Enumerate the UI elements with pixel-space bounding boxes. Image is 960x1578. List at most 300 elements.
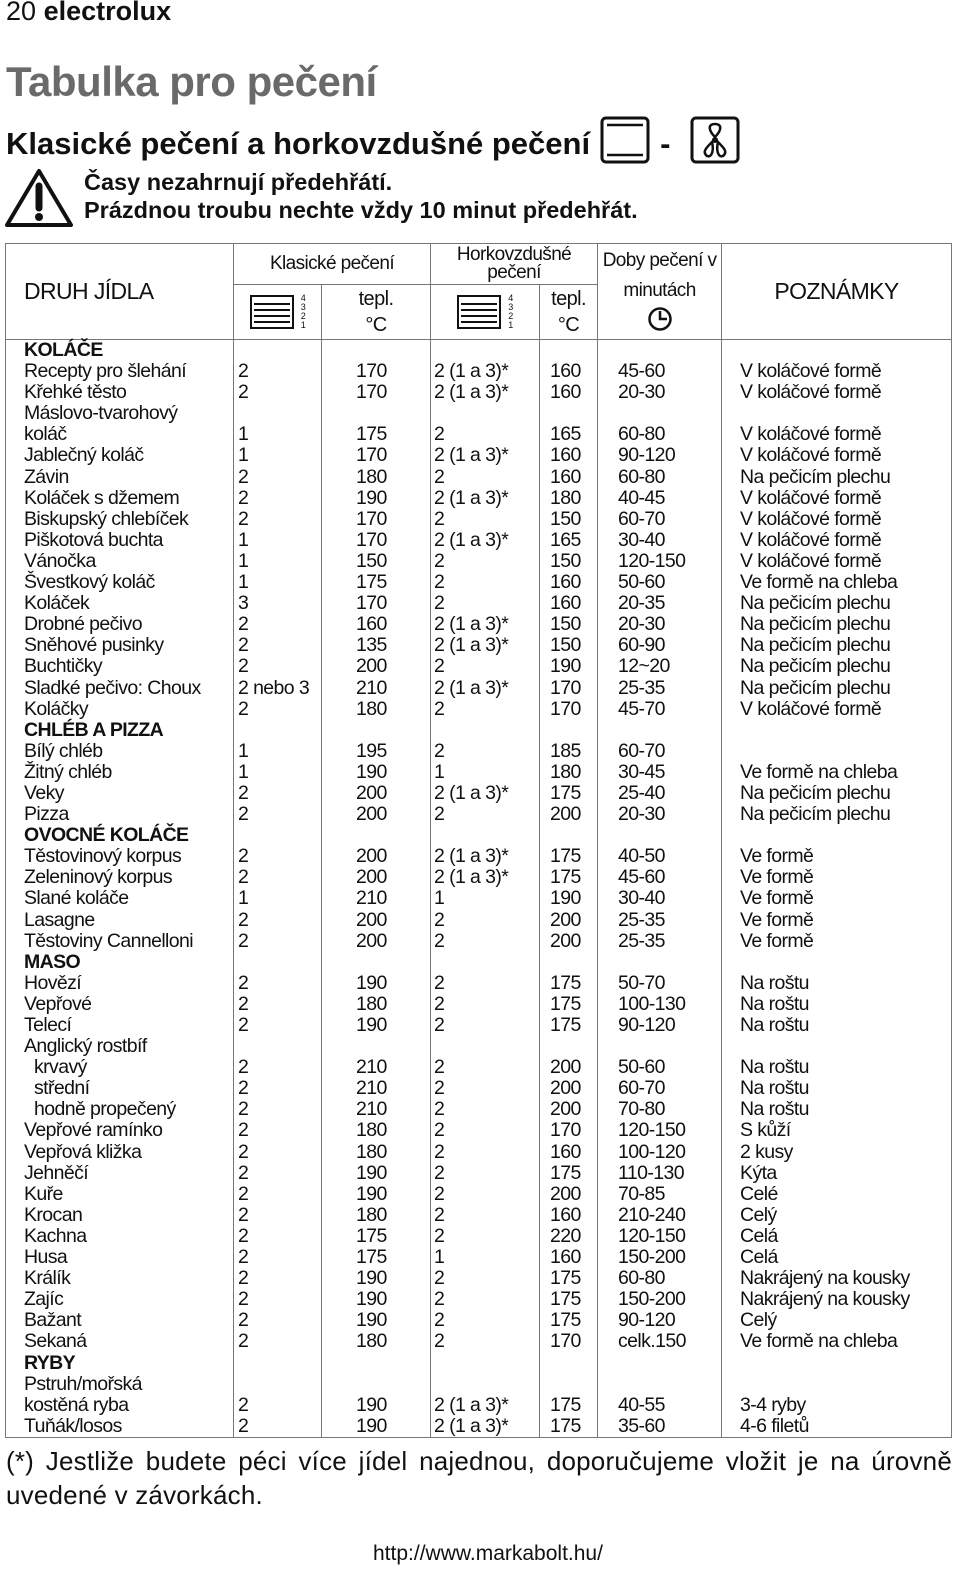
cell-note: Na pečicím plechu xyxy=(722,614,952,635)
cell-food-name: Tuňák/losos xyxy=(6,1416,234,1438)
cell-conv-temp xyxy=(322,952,431,973)
cell-note: Ve formě xyxy=(722,910,952,931)
cell-fan-temp: 175 xyxy=(540,1268,598,1289)
cell-note: Ve formě xyxy=(722,846,952,867)
cell-food-name: CHLÉB A PIZZA xyxy=(6,720,234,741)
cell-bake-time: 120-150 xyxy=(598,1120,722,1141)
cell-conv-level: 2 xyxy=(234,382,322,403)
cell-note: Nakrájený na kousky xyxy=(722,1289,952,1310)
cell-fan-temp: 175 xyxy=(540,846,598,867)
cell-bake-time: 50-70 xyxy=(598,973,722,994)
cell-food-name: Kuře xyxy=(6,1184,234,1205)
cell-fan-temp: 160 xyxy=(540,572,598,593)
cell-bake-time: 150-200 xyxy=(598,1247,722,1268)
cell-conv-temp xyxy=(322,340,431,362)
cell-fan-temp: 170 xyxy=(540,1331,598,1352)
cell-conv-temp: 190 xyxy=(322,1015,431,1036)
cell-fan-temp: 200 xyxy=(540,804,598,825)
table-row xyxy=(6,973,952,994)
oven-fan-icon xyxy=(690,116,740,172)
cell-fan-temp: 200 xyxy=(540,1057,598,1078)
footer-url: http://www.markabolt.hu/ xyxy=(373,1542,603,1565)
table-row xyxy=(6,804,952,825)
cell-food-name: Pizza xyxy=(6,804,234,825)
cell-conv-temp: 175 xyxy=(322,424,431,445)
cell-conv-temp: 210 xyxy=(322,1057,431,1078)
cell-note: Na pečicím plechu xyxy=(722,593,952,614)
footnote: (*) Jestliže budete péci více jídel najednou, doporučujeme vložit je na úrovně uvedené v závorkách. xyxy=(6,1446,952,1510)
cell-fan-temp: 165 xyxy=(540,424,598,445)
baking-table xyxy=(5,243,952,1438)
cell-fan-temp: 200 xyxy=(540,1078,598,1099)
cell-conv-temp: 200 xyxy=(322,783,431,804)
cell-fan-level: 2 xyxy=(431,1142,540,1163)
table-row xyxy=(6,783,952,804)
table-row xyxy=(6,846,952,867)
cell-conv-level: 2 xyxy=(234,699,322,720)
header-time xyxy=(598,244,722,340)
table-row xyxy=(6,1142,952,1163)
cell-conv-temp: 190 xyxy=(322,1184,431,1205)
cell-conv-level: 2 xyxy=(234,1142,322,1163)
cell-conv-level xyxy=(234,403,322,424)
cell-fan-level: 2 xyxy=(431,424,540,445)
cell-bake-time: 100-120 xyxy=(598,1142,722,1163)
cell-fan-level: 1 xyxy=(431,888,540,909)
cell-conv-level: 3 xyxy=(234,593,322,614)
cell-conv-temp: 175 xyxy=(322,572,431,593)
cell-fan-level: 2 (1 a 3)* xyxy=(431,1395,540,1416)
cell-food-name: Těstovinový korpus xyxy=(6,846,234,867)
cell-bake-time: 60-80 xyxy=(598,424,722,445)
cell-bake-time: 60-80 xyxy=(598,467,722,488)
cell-fan-level xyxy=(431,952,540,973)
cell-fan-level: 2 xyxy=(431,994,540,1015)
cell-bake-time: 60-80 xyxy=(598,1268,722,1289)
cell-conv-level: 2 xyxy=(234,973,322,994)
cell-food-name: Těstoviny Cannelloni xyxy=(6,931,234,952)
header-conv-level xyxy=(234,285,322,340)
table-row xyxy=(6,340,952,362)
note-line: Časy nezahrnují předehřátí. xyxy=(84,169,393,195)
cell-note: V koláčové formě xyxy=(722,445,952,466)
cell-fan-level: 2 xyxy=(431,1268,540,1289)
cell-fan-temp: 175 xyxy=(540,1163,598,1184)
cell-fan-temp: 160 xyxy=(540,361,598,382)
table-row xyxy=(6,1120,952,1141)
cell-conv-temp: 190 xyxy=(322,1395,431,1416)
cell-food-name: Kachna xyxy=(6,1226,234,1247)
cell-fan-level: 2 xyxy=(431,593,540,614)
cell-conv-temp: 170 xyxy=(322,593,431,614)
cell-conv-level: 2 xyxy=(234,614,322,635)
cell-bake-time: 50-60 xyxy=(598,1057,722,1078)
cell-conv-temp: 180 xyxy=(322,1205,431,1226)
cell-fan-level xyxy=(431,1353,540,1374)
cell-conv-level: 2 xyxy=(234,931,322,952)
cell-note: Na pečicím plechu xyxy=(722,678,952,699)
cell-conv-level xyxy=(234,1036,322,1057)
cell-fan-temp: 180 xyxy=(540,762,598,783)
cell-fan-level: 2 xyxy=(431,1310,540,1331)
cell-fan-temp: 175 xyxy=(540,1289,598,1310)
cell-conv-temp xyxy=(322,1036,431,1057)
cell-fan-temp: 200 xyxy=(540,1099,598,1120)
cell-food-name: střední xyxy=(6,1078,234,1099)
cell-conv-temp xyxy=(322,1353,431,1374)
cell-fan-temp: 150 xyxy=(540,551,598,572)
table-row xyxy=(6,572,952,593)
cell-food-name: Sněhové pusinky xyxy=(6,635,234,656)
header-fan: Horkovzdušné pečení xyxy=(431,244,598,285)
oven-conventional-icon xyxy=(600,116,650,172)
cell-fan-temp: 175 xyxy=(540,1395,598,1416)
cell-conv-level: 1 xyxy=(234,888,322,909)
page-header xyxy=(6,0,171,27)
cell-conv-level: 2 xyxy=(234,656,322,677)
cell-food-name: Drobné pečivo xyxy=(6,614,234,635)
cell-fan-temp: 185 xyxy=(540,741,598,762)
cell-conv-level: 2 xyxy=(234,1015,322,1036)
cell-fan-temp: 160 xyxy=(540,445,598,466)
cell-fan-level: 2 (1 a 3)* xyxy=(431,361,540,382)
cell-food-name: Vánočka xyxy=(6,551,234,572)
cell-note xyxy=(722,825,952,846)
cell-fan-level: 2 xyxy=(431,741,540,762)
cell-conv-level: 2 xyxy=(234,1395,322,1416)
cell-conv-level: 1 xyxy=(234,762,322,783)
cell-bake-time: 20-30 xyxy=(598,804,722,825)
subtitle-text: Klasické pečení a horkovzdušné pečení xyxy=(6,126,591,161)
table-row xyxy=(6,1416,952,1438)
cell-conv-level: 2 xyxy=(234,867,322,888)
cell-food-name: hodně propečený xyxy=(6,1099,234,1120)
cell-note: Na roštu xyxy=(722,1057,952,1078)
cell-fan-level: 2 xyxy=(431,1226,540,1247)
cell-food-name: Lasagne xyxy=(6,910,234,931)
cell-bake-time: 90-120 xyxy=(598,1015,722,1036)
cell-fan-level: 2 (1 a 3)* xyxy=(431,678,540,699)
cell-fan-level: 2 xyxy=(431,910,540,931)
cell-fan-temp: 160 xyxy=(540,1142,598,1163)
cell-note xyxy=(722,340,952,362)
cell-bake-time xyxy=(598,403,722,424)
cell-conv-level: 1 xyxy=(234,741,322,762)
shelf-levels-icon xyxy=(457,295,501,329)
cell-bake-time: 60-90 xyxy=(598,635,722,656)
header-fan-temp: tepl. °C xyxy=(540,285,598,340)
cell-food-name: KOLÁČE xyxy=(6,340,234,362)
cell-bake-time xyxy=(598,825,722,846)
cell-note: V koláčové formě xyxy=(722,361,952,382)
cell-fan-temp: 175 xyxy=(540,973,598,994)
cell-conv-temp: 190 xyxy=(322,762,431,783)
cell-fan-level: 2 (1 a 3)* xyxy=(431,488,540,509)
cell-food-name: Vepřové ramínko xyxy=(6,1120,234,1141)
table-row xyxy=(6,1163,952,1184)
cell-bake-time: 30-45 xyxy=(598,762,722,783)
cell-conv-temp: 170 xyxy=(322,382,431,403)
cell-bake-time: 20-30 xyxy=(598,382,722,403)
cell-fan-temp: 160 xyxy=(540,1247,598,1268)
cell-conv-level xyxy=(234,340,322,362)
cell-conv-level: 2 xyxy=(234,1289,322,1310)
cell-fan-temp: 170 xyxy=(540,678,598,699)
cell-conv-temp: 175 xyxy=(322,1226,431,1247)
cell-conv-level: 2 xyxy=(234,846,322,867)
cell-bake-time: 110-130 xyxy=(598,1163,722,1184)
cell-food-name: Piškotová buchta xyxy=(6,530,234,551)
cell-conv-level: 2 xyxy=(234,1163,322,1184)
cell-bake-time: 90-120 xyxy=(598,1310,722,1331)
cell-bake-time xyxy=(598,1036,722,1057)
cell-food-name: MASO xyxy=(6,952,234,973)
cell-conv-temp: 180 xyxy=(322,1120,431,1141)
cell-conv-temp: 200 xyxy=(322,931,431,952)
table-row xyxy=(6,551,952,572)
cell-fan-level xyxy=(431,1036,540,1057)
cell-fan-level: 2 (1 a 3)* xyxy=(431,635,540,656)
cell-fan-level xyxy=(431,340,540,362)
table-row xyxy=(6,656,952,677)
table-row xyxy=(6,762,952,783)
cell-bake-time: 70-80 xyxy=(598,1099,722,1120)
cell-note: Nakrájený na kousky xyxy=(722,1268,952,1289)
cell-note: Na pečicím plechu xyxy=(722,783,952,804)
cell-bake-time xyxy=(598,720,722,741)
cell-food-name: Jehněčí xyxy=(6,1163,234,1184)
cell-conv-level: 2 xyxy=(234,1120,322,1141)
cell-food-name: Závin xyxy=(6,467,234,488)
cell-conv-temp: 170 xyxy=(322,530,431,551)
page-title: Tabulka pro pečení xyxy=(6,58,377,105)
cell-note: Kýta xyxy=(722,1163,952,1184)
cell-conv-temp: 195 xyxy=(322,741,431,762)
cell-food-name: Veky xyxy=(6,783,234,804)
table-row xyxy=(6,1310,952,1331)
cell-note: Na roštu xyxy=(722,1099,952,1120)
cell-conv-temp: 200 xyxy=(322,867,431,888)
cell-note: Ve formě na chleba xyxy=(722,762,952,783)
cell-note: Na roštu xyxy=(722,1015,952,1036)
cell-note: Na pečicím plechu xyxy=(722,467,952,488)
table-row xyxy=(6,509,952,530)
cell-bake-time: 150-200 xyxy=(598,1289,722,1310)
cell-bake-time: 25-40 xyxy=(598,783,722,804)
cell-bake-time: 40-50 xyxy=(598,846,722,867)
cell-note: V koláčové formě xyxy=(722,488,952,509)
level-numbers: 4 3 2 1 xyxy=(508,293,513,330)
cell-note: Na pečicím plechu xyxy=(722,656,952,677)
table-row xyxy=(6,1205,952,1226)
cell-bake-time: 100-130 xyxy=(598,994,722,1015)
cell-food-name: koláč xyxy=(6,424,234,445)
cell-fan-temp: 190 xyxy=(540,656,598,677)
table-row xyxy=(6,1331,952,1352)
preheat-notes xyxy=(84,168,638,224)
table-row xyxy=(6,1015,952,1036)
cell-bake-time: 40-55 xyxy=(598,1395,722,1416)
cell-note xyxy=(722,1374,952,1395)
cell-note: Ve formě xyxy=(722,888,952,909)
cell-fan-level: 2 (1 a 3)* xyxy=(431,530,540,551)
table-row xyxy=(6,1078,952,1099)
cell-fan-level: 1 xyxy=(431,1247,540,1268)
table-row xyxy=(6,867,952,888)
table-row xyxy=(6,1395,952,1416)
cell-food-name: Buchtičky xyxy=(6,656,234,677)
table-row xyxy=(6,931,952,952)
cell-food-name: Koláček s džemem xyxy=(6,488,234,509)
cell-fan-temp: 170 xyxy=(540,699,598,720)
cell-fan-temp: 160 xyxy=(540,382,598,403)
shelf-levels-icon xyxy=(250,295,294,329)
cell-fan-temp: 175 xyxy=(540,1015,598,1036)
cell-conv-temp: 210 xyxy=(322,888,431,909)
cell-food-name: Koláček xyxy=(6,593,234,614)
cell-conv-temp: 170 xyxy=(322,361,431,382)
cell-conv-temp: 210 xyxy=(322,678,431,699)
cell-fan-temp xyxy=(540,1353,598,1374)
cell-conv-temp: 170 xyxy=(322,445,431,466)
cell-fan-temp xyxy=(540,952,598,973)
warning-icon xyxy=(4,168,74,233)
cell-food-name: Husa xyxy=(6,1247,234,1268)
cell-fan-level: 2 xyxy=(431,699,540,720)
cell-food-name: Bílý chléb xyxy=(6,741,234,762)
cell-conv-temp xyxy=(322,1374,431,1395)
cell-fan-temp: 175 xyxy=(540,783,598,804)
cell-fan-temp xyxy=(540,825,598,846)
cell-fan-level: 2 xyxy=(431,931,540,952)
cell-fan-temp: 165 xyxy=(540,530,598,551)
cell-conv-temp: 150 xyxy=(322,551,431,572)
table-row xyxy=(6,1268,952,1289)
cell-fan-level: 2 (1 a 3)* xyxy=(431,1416,540,1438)
cell-conv-level: 2 xyxy=(234,1310,322,1331)
cell-conv-temp: 135 xyxy=(322,635,431,656)
cell-fan-temp xyxy=(540,1036,598,1057)
cell-conv-temp: 200 xyxy=(322,804,431,825)
cell-note: Ve formě xyxy=(722,931,952,952)
cell-fan-temp: 160 xyxy=(540,467,598,488)
cell-fan-temp: 220 xyxy=(540,1226,598,1247)
cell-conv-level: 2 xyxy=(234,804,322,825)
cell-conv-level: 2 xyxy=(234,910,322,931)
cell-note xyxy=(722,720,952,741)
cell-food-name: Králík xyxy=(6,1268,234,1289)
cell-bake-time: 120-150 xyxy=(598,551,722,572)
cell-bake-time: 60-70 xyxy=(598,509,722,530)
table-row xyxy=(6,614,952,635)
cell-note: V koláčové formě xyxy=(722,699,952,720)
cell-food-name: Biskupský chlebíček xyxy=(6,509,234,530)
cell-conv-temp: 180 xyxy=(322,1142,431,1163)
cell-fan-level: 2 xyxy=(431,551,540,572)
cell-note: Celá xyxy=(722,1226,952,1247)
cell-conv-level: 2 xyxy=(234,509,322,530)
cell-conv-level: 2 xyxy=(234,1184,322,1205)
cell-conv-temp: 190 xyxy=(322,1416,431,1438)
cell-conv-level: 2 xyxy=(234,1247,322,1268)
cell-fan-level: 2 xyxy=(431,1163,540,1184)
cell-note xyxy=(722,403,952,424)
cell-note: 3-4 ryby xyxy=(722,1395,952,1416)
cell-fan-temp: 175 xyxy=(540,1310,598,1331)
cell-conv-level xyxy=(234,952,322,973)
cell-note: Ve formě na chleba xyxy=(722,1331,952,1352)
cell-conv-temp: 180 xyxy=(322,699,431,720)
table-row xyxy=(6,467,952,488)
cell-conv-level xyxy=(234,1353,322,1374)
table-row xyxy=(6,699,952,720)
cell-fan-level: 2 xyxy=(431,1015,540,1036)
cell-fan-temp: 150 xyxy=(540,635,598,656)
cell-fan-level: 2 xyxy=(431,1184,540,1205)
table-row xyxy=(6,1247,952,1268)
cell-conv-level: 2 xyxy=(234,361,322,382)
cell-fan-temp xyxy=(540,1374,598,1395)
cell-conv-temp: 175 xyxy=(322,1247,431,1268)
cell-conv-level: 2 xyxy=(234,488,322,509)
cell-conv-level: 2 nebo 3 xyxy=(234,678,322,699)
cell-bake-time: 120-150 xyxy=(598,1226,722,1247)
cell-fan-level xyxy=(431,403,540,424)
cell-bake-time: 30-40 xyxy=(598,530,722,551)
cell-food-name: Telecí xyxy=(6,1015,234,1036)
table-row xyxy=(6,678,952,699)
cell-note: S kůží xyxy=(722,1120,952,1141)
cell-food-name: Zeleninový korpus xyxy=(6,867,234,888)
cell-bake-time: 60-70 xyxy=(598,1078,722,1099)
cell-note: Celý xyxy=(722,1310,952,1331)
cell-note: 2 kusy xyxy=(722,1142,952,1163)
cell-bake-time: 25-35 xyxy=(598,678,722,699)
header-food: DRUH JÍDLA xyxy=(6,244,234,340)
cell-conv-level: 1 xyxy=(234,530,322,551)
cell-conv-temp: 210 xyxy=(322,1078,431,1099)
cell-fan-level: 2 xyxy=(431,467,540,488)
table-row xyxy=(6,720,952,741)
header-notes: POZNÁMKY xyxy=(722,244,952,340)
cell-note: Celé xyxy=(722,1184,952,1205)
brand-logo: electrolux xyxy=(43,0,172,26)
section-subtitle xyxy=(6,116,740,172)
cell-note: Celá xyxy=(722,1247,952,1268)
cell-conv-temp: 210 xyxy=(322,1099,431,1120)
cell-food-name: Žitný chléb xyxy=(6,762,234,783)
table-row xyxy=(6,952,952,973)
cell-fan-temp: 160 xyxy=(540,593,598,614)
table-row xyxy=(6,445,952,466)
cell-food-name: Slané koláče xyxy=(6,888,234,909)
table-row xyxy=(6,424,952,445)
cell-food-name: Vepřová kližka xyxy=(6,1142,234,1163)
cell-conv-level: 2 xyxy=(234,1331,322,1352)
cell-food-name: krvavý xyxy=(6,1057,234,1078)
subtitle-dash: - xyxy=(660,126,671,161)
cell-note: Na pečicím plechu xyxy=(722,804,952,825)
cell-bake-time xyxy=(598,1374,722,1395)
cell-bake-time: 25-35 xyxy=(598,931,722,952)
cell-fan-temp: 160 xyxy=(540,1205,598,1226)
cell-note: 4-6 filetů xyxy=(722,1416,952,1438)
cell-food-name: Zajíc xyxy=(6,1289,234,1310)
cell-fan-temp xyxy=(540,340,598,362)
cell-note: Ve formě na chleba xyxy=(722,572,952,593)
cell-conv-temp: 180 xyxy=(322,467,431,488)
cell-fan-temp: 175 xyxy=(540,867,598,888)
